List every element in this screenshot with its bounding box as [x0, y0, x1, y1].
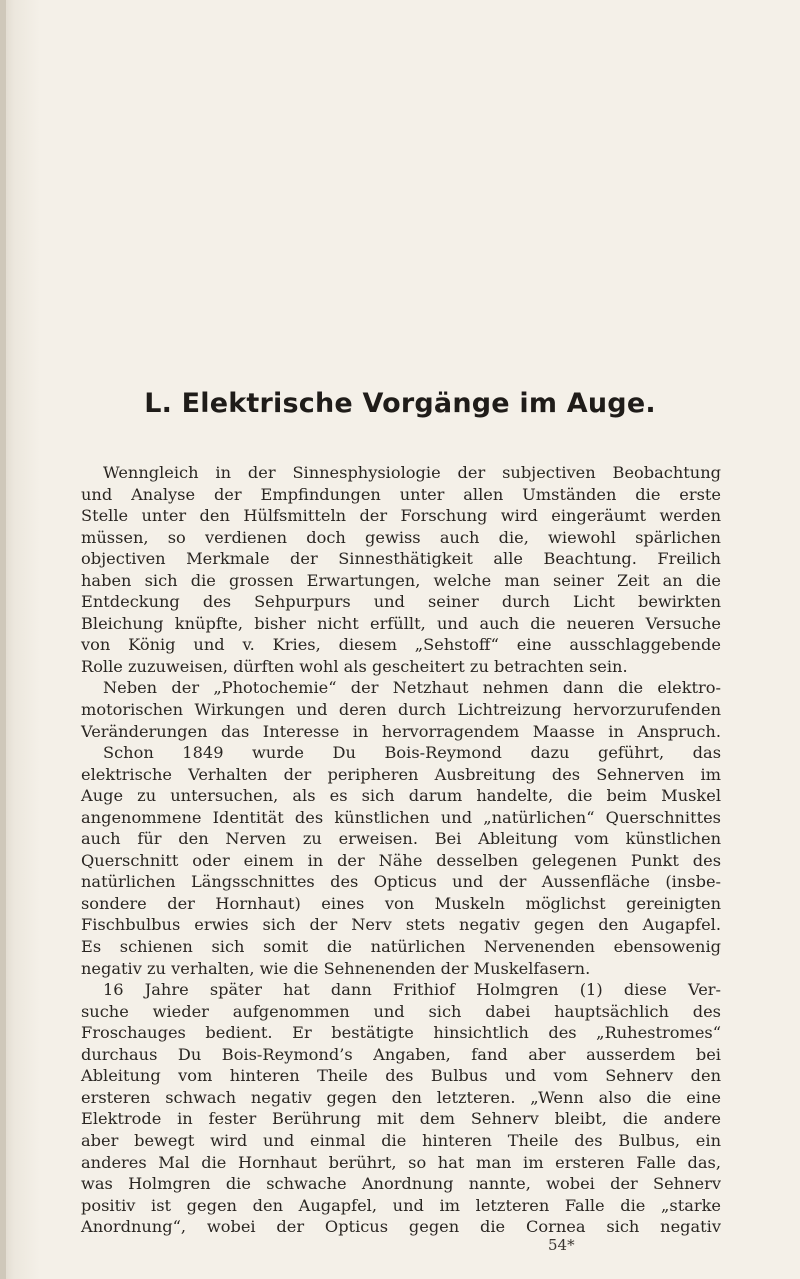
- text-line: Wenngleich in der Sinnesphysiologie der subjectiven Beobachtung: [103, 463, 721, 482]
- text-line: Rolle zuzuweisen, dürften wohl als gescheitert zu betrachten sein.: [81, 656, 628, 676]
- text-line: müssen, so verdienen doch gewiss auch die, wiewohl spärlichen: [81, 527, 721, 547]
- page-binding-edge: [0, 0, 6, 1279]
- text-line: Elektrode in fester Berührung mit dem Sehnerv bleibt, die andere: [81, 1109, 721, 1129]
- text-line: Querschnitt oder einem in der Nähe desselben gelegenen Punkt des: [81, 850, 721, 870]
- text-line: negativ zu verhalten, wie die Sehnenenden der Muskelfasern.: [81, 958, 591, 978]
- text-line: was Holmgren die schwache Anordnung nannte, wobei der Sehnerv: [81, 1174, 721, 1194]
- text-line: Froschauges bedient. Er bestätigte hinsichtlich des „Ruhestromes“: [81, 1023, 721, 1043]
- page-number: 54*: [548, 1236, 575, 1254]
- text-line: Veränderungen das Interesse in hervorragendem Maasse in Anspruch.: [81, 721, 721, 741]
- text-line: Anordnung“, wobei der Opticus gegen die Cornea sich negativ: [81, 1217, 721, 1237]
- text-line: 16 Jahre später hat dann Frithiof Holmgren (1) diese Ver-: [103, 980, 721, 1000]
- text-line: Neben der „Photochemie“ der Netzhaut nehmen dann die elektro-: [103, 678, 721, 698]
- text-line: Ableitung vom hinteren Theile des Bulbus und vom Sehnerv den: [81, 1066, 721, 1086]
- text-line: elektrische Verhalten der peripheren Ausbreitung des Sehnerven im: [81, 764, 721, 784]
- text-line: Auge zu untersuchen, als es sich darum handelte, die beim Muskel: [81, 786, 721, 806]
- text-line: positiv ist gegen den Augapfel, und im letzteren Falle die „starke: [81, 1195, 721, 1215]
- text-line: ersteren schwach negativ gegen den letzteren. „Wenn also die eine: [81, 1087, 721, 1107]
- text-line: von König und v. Kries, diesem „Sehstoff“ eine ausschlaggebende: [81, 635, 721, 655]
- text-line: haben sich die grossen Erwartungen, welche man seiner Zeit an die: [81, 570, 721, 590]
- text-line: Entdeckung des Sehpurpurs und seiner durch Licht bewirkten: [81, 592, 721, 612]
- text-line: anderes Mal die Hornhaut berührt, so hat man im ersteren Falle das,: [81, 1152, 721, 1172]
- text-line: natürlichen Längsschnittes des Opticus und der Aussenfläche (insbe-: [81, 872, 721, 892]
- section-heading: L. Elektrische Vorgänge im Auge.: [144, 388, 656, 419]
- text-line: Fischbulbus erwies sich der Nerv stets negativ gegen den Augapfel.: [81, 915, 721, 935]
- text-line: Schon 1849 wurde Du Bois-Reymond dazu geführt, das: [103, 743, 721, 763]
- text-line: Es schienen sich somit die natürlichen Nervenenden ebensowenig: [81, 937, 721, 957]
- text-line: Stelle unter den Hülfsmitteln der Forschung wird eingeräumt werden: [81, 506, 721, 526]
- text-line: auch für den Nerven zu erweisen. Bei Ableitung vom künstlichen: [81, 829, 721, 849]
- text-line: angenommene Identität des künstlichen und „natürlichen“ Querschnittes: [81, 807, 721, 827]
- body-text: [81, 462, 721, 1238]
- text-line: durchaus Du Bois-Reymond’s Angaben, fand aber ausserdem bei: [81, 1044, 721, 1064]
- text-line: objectiven Merkmale der Sinnesthätigkeit alle Beachtung. Freilich: [81, 549, 721, 569]
- text-line: sondere der Hornhaut) eines von Muskeln möglichst gereinigten: [81, 893, 721, 913]
- text-line: aber bewegt wird und einmal die hinteren Theile des Bulbus, ein: [81, 1130, 721, 1150]
- text-line: motorischen Wirkungen und deren durch Lichtreizung hervorzurufenden: [81, 700, 721, 720]
- text-line: suche wieder aufgenommen und sich dabei hauptsächlich des: [81, 1001, 721, 1021]
- text-line: und Analyse der Empfindungen unter allen Umständen die erste: [81, 484, 721, 504]
- text-line: Bleichung knüpfte, bisher nicht erfüllt, und auch die neueren Versuche: [81, 613, 721, 633]
